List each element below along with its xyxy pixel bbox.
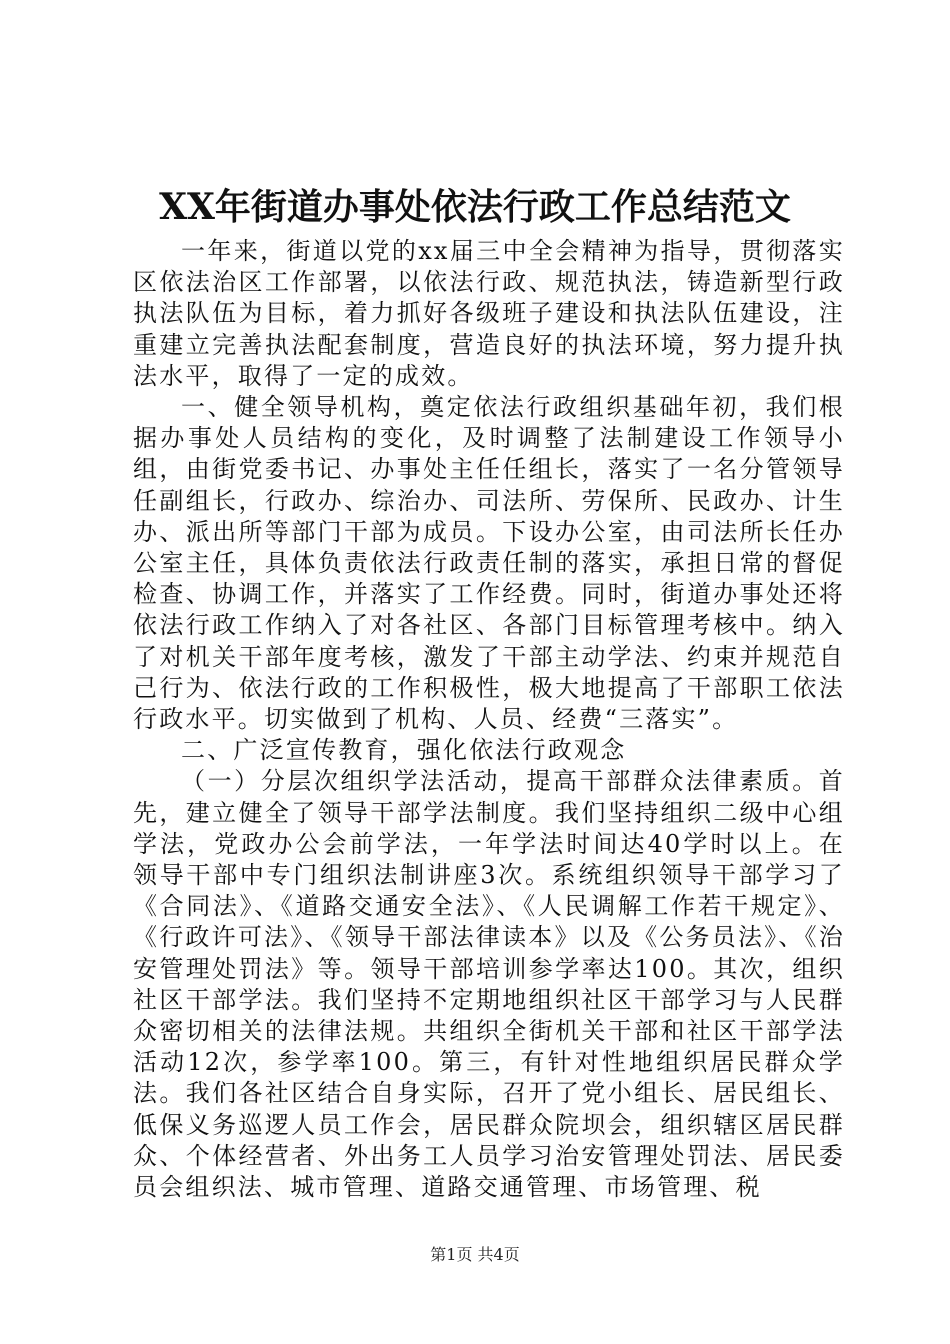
paragraph-intro: 一年来，街道以党的xx届三中全会精神为指导，贯彻落实区依法治区工作部署，以依法行政、规范执法，铸造新型行政执法队伍为目标，着力抓好各级班子建设和执法队伍建设，注重建立完善执法配套制度，营造良好的执法环境，努力提升执法水平，取得了一定的成效。 — [133, 237, 845, 390]
page-number-footer: 第1页 共4页 — [430, 1245, 520, 1264]
document-title: XX年街道办事处依法行政工作总结范文 — [159, 186, 791, 228]
paragraph-section-1: 一、健全领导机构，奠定依法行政组织基础年初，我们根据办事处人员结构的变化，及时调整了法制建设工作领导小组，由街党委书记、办事处主任任组长，落实了一名分管领导任副组长，行政办、综治办、司法所、劳保所、民政办、计生办、派出所等部门干部为成员。下设办公室，由司法所长任办公室主任，具体负责依法行政责任制的落实，承担日常的督促检查、协调工作，并落实了工作经费。同时，街道办事处还将依法行政工作纳入了对各社区、各部门目标管理考核中。纳入了对机关干部年度考核，激发了干部主动学法、约束并规范自己行为、依法行政的工作积极性，极大地提高了干部职工依法行政水平。切实做到了机构、人员、经费“三落实”。 — [133, 393, 845, 734]
document-body — [133, 236, 845, 1203]
paragraph-subsection-1: （一）分层次组织学法活动，提高干部群众法律素质。首先，建立健全了领导干部学法制度。我们坚持组织二级中心组学法，党政办公会前学法，一年学法时间达40学时以上。在领导干部中专门组织法制讲座3次。系统组织领导干部学习了《合同法》、《道路交通安全法》、《人民调解工作若干规定》、《行政许可法》、《领导干部法律读本》以及《公务员法》、《治安管理处罚法》等。领导干部培训参学率达100。其次，组织社区干部学法。我们坚持不定期地组织社区干部学习与人民群众密切相关的法律法规。共组织全街机关干部和社区干部学法活动12次，参学率100。第三，有针对性地组织居民群众学法。我们各社区结合自身实际，召开了党小组长、居民组长、低保义务巡逻人员工作会，居民群众院坝会，组织辖区居民群众、个体经营者、外出务工人员学习治安管理处罚法、居民委员会组织法、城市管理、道路交通管理、市场管理、税 — [133, 767, 845, 1202]
section-heading-2: 二、广泛宣传教育，强化依法行政观念 — [181, 736, 627, 765]
